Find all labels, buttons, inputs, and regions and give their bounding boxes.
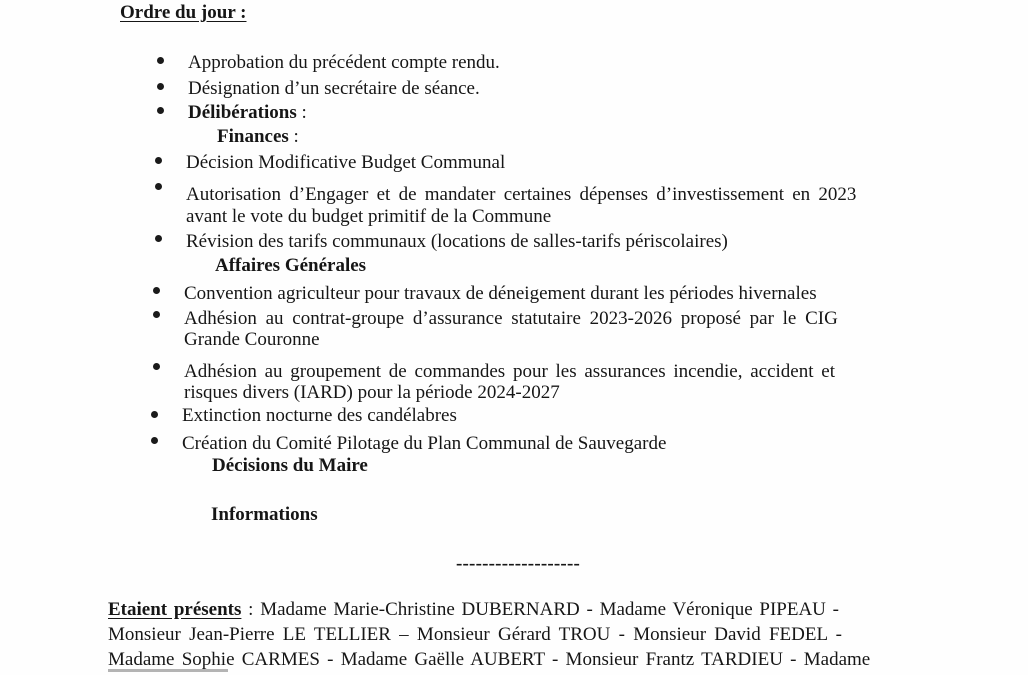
subheading-decisions-maire: Décisions du Maire [212, 455, 368, 476]
presents-line3: Madame Sophie CARMES - Madame Gaëlle AUBERT - Monsieur Frantz TARDIEU - Madame [108, 649, 871, 670]
subheading-finances [217, 126, 299, 148]
bullet-icon [153, 363, 160, 370]
agenda-item-adhesion-iard-line1: Adhésion au groupement de commandes pour les assurances incendie, accident et [184, 361, 835, 382]
bullet-icon [157, 83, 164, 90]
agenda-heading: Ordre du jour : [120, 2, 247, 23]
bullet-icon [155, 235, 162, 242]
cutoff-text-fragment [108, 668, 228, 675]
bullet-icon [155, 157, 162, 164]
agenda-item-creation-comite: Création du Comité Pilotage du Plan Communal de Sauvegarde [182, 433, 667, 454]
finances-colon: : [288, 126, 299, 147]
agenda-item-autorisation-line1: Autorisation d’Engager et de mandater certaines dépenses d’investissement en 2023 [186, 184, 857, 205]
bullet-icon [155, 183, 162, 190]
section-separator: ------------------- [456, 553, 581, 574]
agenda-item-dm-budget: Décision Modificative Budget Communal [186, 152, 506, 173]
bullet-icon [153, 287, 160, 294]
agenda-item-autorisation-line2: avant le vote du budget primitif de la Commune [186, 206, 552, 227]
subheading-affaires-generales: Affaires Générales [215, 255, 367, 276]
presents-names-line1: Madame Marie-Christine DUBERNARD - Madame Véronique PIPEAU - [260, 599, 839, 620]
deliberations-colon: : [296, 102, 307, 123]
agenda-item-extinction: Extinction nocturne des candélabres [182, 405, 457, 426]
bullet-icon [157, 107, 164, 114]
bullet-icon [153, 311, 160, 318]
presents-colon: : [241, 599, 254, 620]
agenda-item-adhesion-cig-line1: Adhésion au contrat-groupe d’assurance statutaire 2023-2026 proposé par le CIG [184, 308, 838, 329]
subheading-informations: Informations [211, 504, 318, 525]
presents-label: Etaient présents [108, 599, 242, 620]
agenda-item-deliberations [188, 102, 307, 124]
deliberations-label: Délibérations [188, 102, 297, 123]
finances-label: Finances [217, 126, 289, 147]
agenda-item-adhesion-iard-line2: risques divers (IARD) pour la période 2024-2027 [184, 382, 560, 403]
agenda-item-revision-tarifs: Révision des tarifs communaux (locations de salles-tarifs périscolaires) [186, 231, 728, 252]
presents-line1 [108, 599, 839, 621]
agenda-item-convention: Convention agriculteur pour travaux de déneigement durant les périodes hivernales [184, 283, 817, 304]
bullet-icon [151, 437, 158, 444]
agenda-item-approbation: Approbation du précédent compte rendu. [188, 52, 500, 73]
bullet-icon [157, 57, 164, 64]
agenda-item-designation: Désignation d’un secrétaire de séance. [188, 78, 480, 99]
bullet-icon [151, 411, 158, 418]
agenda-item-adhesion-cig-line2: Grande Couronne [184, 329, 320, 350]
presents-line2: Monsieur Jean-Pierre LE TELLIER – Monsieur Gérard TROU - Monsieur David FEDEL - [108, 624, 842, 645]
